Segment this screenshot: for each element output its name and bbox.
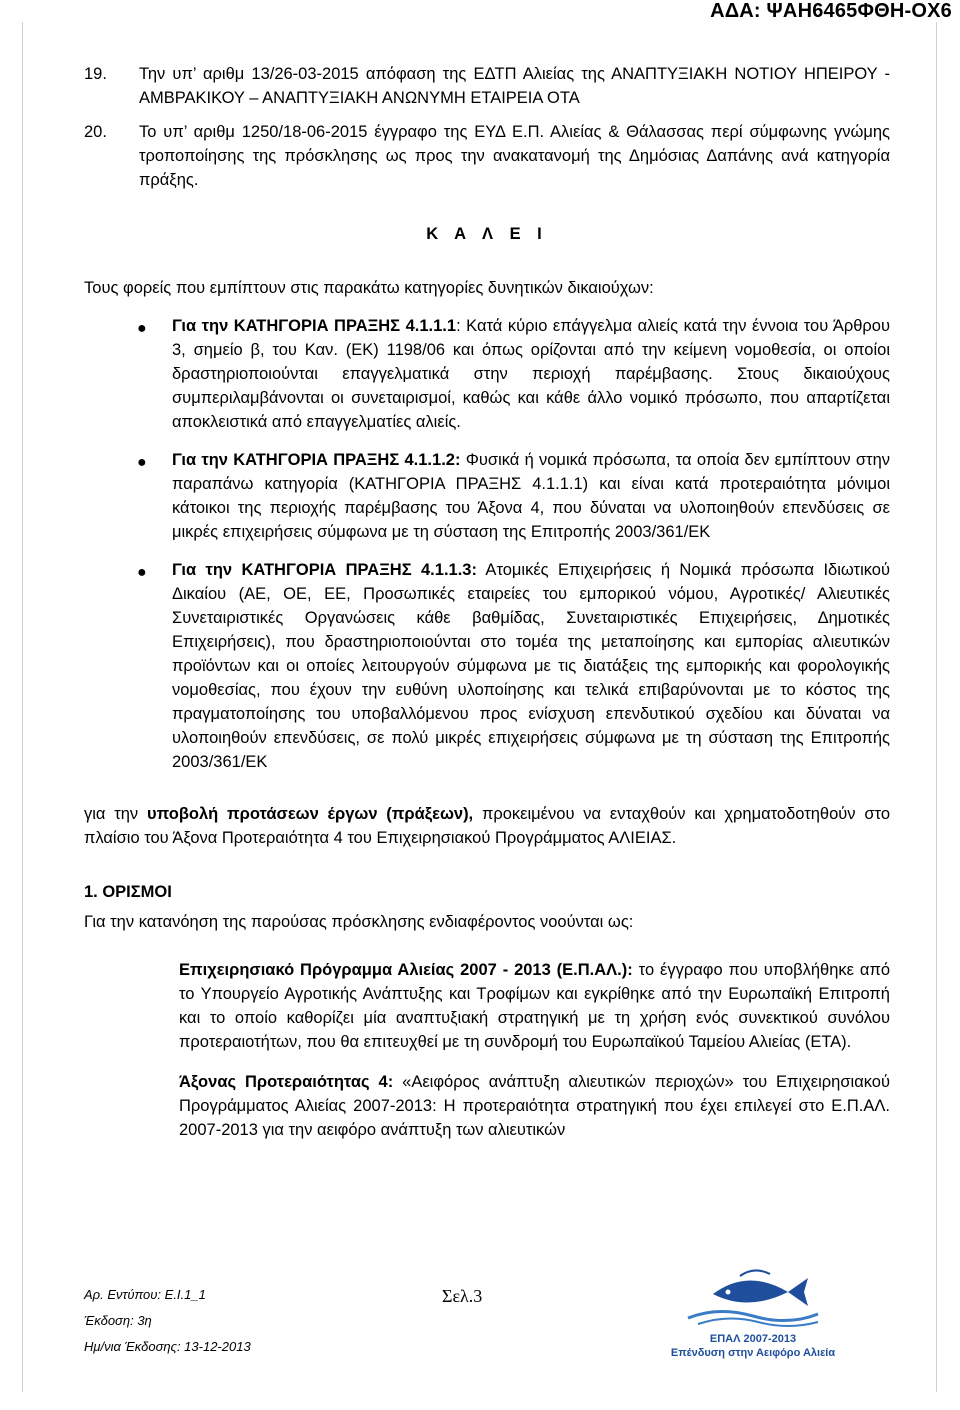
bullet-icon: ● — [137, 454, 147, 471]
fish-icon — [678, 1266, 828, 1332]
category-label: Για την ΚΑΤΗΓΟΡΙΑ ΠΡΑΞΗΣ 4.1.1.3: — [172, 561, 477, 579]
closing-paragraph — [84, 802, 890, 850]
list-item — [84, 120, 890, 192]
item-number: 20. — [84, 123, 107, 141]
item-text: Το υπ’ αριθμ 1250/18-06-2015 έγγραφο της ΕΥΔ Ε.Π. Αλιείας & Θάλασσας περί σύμφωνης γνώμης τροποποίησης της πρόσκλησης ως προς την ανακατανομή της Δημόσιας Δαπάνης ανά κατηγορία πράξης. — [139, 123, 890, 189]
footer-edition: Έκδοση: 3η — [84, 1313, 152, 1328]
bullet-icon: ● — [137, 564, 147, 581]
definition-text: το έγγραφο που υποβλήθηκε από το Υπουργείο Αγροτικής Ανάπτυξης και Τροφίμων και εγκρίθηκε από την Ευρωπαϊκή Επιτροπή και το οποίο καθορίζει μία αναπτυξιακή στρατηγική με τη χρήση ενός συνεκτικού συνόλου προτεραιοτήτων, που θα επιτευχθεί με τη συνδρομή του Ευρωπαϊκού Ταμείου Αλιείας (ΕΤΑ). — [179, 961, 891, 1051]
closing-bold: υποβολή προτάσεων έργων (πράξεων), — [146, 805, 474, 823]
definition-term: Επιχειρησιακό Πρόγραμμα Αλιείας 2007 - 2013 (Ε.Π.ΑΛ.): — [179, 961, 633, 979]
page-number: Σελ.3 — [442, 1286, 483, 1306]
item-text: Την υπ’ αριθμ 13/26-03-2015 απόφαση της ΕΔΤΠ Αλιείας της ΑΝΑΠΤΥΞΙΑΚΗ ΝΟΤΙΟΥ ΗΠΕΙΡΟΥ - ΑΜΒΡΑΚΙΚΟΥ – ΑΝΑΠΤΥΞΙΑΚΗ ΑΝΩΝΥΜΗ ΕΤΑΙΡΕΙΑ ΟΤΑ — [139, 65, 890, 107]
section-intro: Για την κατανόηση της παρούσας πρόσκλησης ενδιαφέροντος νοούνται ως: — [84, 913, 634, 931]
definition-term: Άξονας Προτεραιότητας 4: — [179, 1073, 394, 1091]
category-label: Για την ΚΑΤΗΓΟΡΙΑ ΠΡΑΞΗΣ 4.1.1.1 — [172, 317, 457, 335]
category-item — [84, 448, 890, 544]
logo-title: ΕΠΑΛ 2007-2013 — [709, 1333, 797, 1345]
ada-code: ΑΔΑ: ΨΑΗ6465ΦΘΗ-ΟΧ6 — [710, 0, 952, 22]
category-text: : Κατά κύριο επάγγελμα αλιείς κατά την έννοια του Άρθρου 3, σημείο β, του Καν. (ΕΚ) 1198/06 και όπως ορίζονται από την κείμενη νομοθεσία, οι οποίοι δραστηριοποιούνται επαγγελματικά στην περιοχή παρέμβασης. Στους δικαιούχους συμπεριλαμβάνονται οι συνεταιρισμοί, καθώς και κάθε άλλο νομικό πρόσωπο, που απαρτίζεται αποκλειστικά από επαγγελματίες αλιείς. — [172, 317, 890, 431]
closing-post: προκειμένου να ενταχθούν και χρηματοδοτηθούν στο πλαίσιο του Άξονα Προτεραιότητα 4 του Επιχειρησιακού Προγράμματος ΑΛΙΕΙΑΣ. — [84, 805, 890, 847]
footer-meta — [84, 1282, 251, 1360]
footer-date: Ημ/νια Έκδοσης: 13-12-2013 — [84, 1339, 251, 1354]
closing-pre: για την — [84, 805, 147, 823]
category-text: Ατομικές Επιχειρήσεις ή Νομικά πρόσωπα Ιδιωτικού Δικαίου (ΑΕ, ΟΕ, ΕΕ, Προσωπικές εταιρείες του εμπορικού νόμου, Αγροτικές/ Αλιευτικές Συνεταιριστικές Οργανώσεις κάθε βαθμίδας, Συνεταιριστικές Επιχειρήσεις, Δημοτικές Επιχειρήσεις), που δραστηριοποιούνται στο τομέα της μεταποίησης και εμπορίας αλιευτικών προϊόντων και οι οποίες λειτουργούν σύμφωνα με τις διατάξεις της εμπορικής και φορολογικής νομοθεσίας, που έχουν την ευθύνη υλοποίησης και τελικά επιβαρύνονται με το κόστος της πραγματοποίησης του υποβαλλόμενου προς ενίσχυση επενδυτικού σχεδίου και δύναται να υλοποιηθούν επενδύσεις, σε πολύ μικρές επιχειρήσεις σύμφωνα με τη σύσταση της Επιτροπής 2003/361/ΕΚ — [172, 561, 890, 771]
intro-text: Τους φορείς που εμπίπτουν στις παρακάτω κατηγορίες δυνητικών δικαιούχων: — [84, 279, 654, 297]
definition-text: «Αειφόρος ανάπτυξη αλιευτικών περιοχών» του Επιχειρησιακού Προγράμματος Αλιείας 2007-2013: Η προτεραιότητα στρατηγική που έχει επιλεγεί στο Ε.Π.ΑΛ. 2007-2013 για την αειφόρο ανάπτυξη των αλιευτικών — [179, 1073, 890, 1139]
section-heading: 1. ΟΡΙΣΜΟΙ — [84, 883, 172, 901]
category-item — [84, 314, 890, 434]
footer-reg-no: Αρ. Εντύπου: Ε.Ι.1_1 — [84, 1287, 206, 1302]
list-item — [84, 62, 890, 110]
category-text: Φυσικά ή νομικά πρόσωπα, τα οποία δεν εμπίπτουν στην παραπάνω κατηγορία (ΚΑΤΗΓΟΡΙΑ ΠΡΑΞΗΣ 4.1.1.1) και είναι κατά προτεραιότητα μόνιμοι κάτοικοι της περιοχής παρέμβασης του Άξονα 4, που δύναται να υλοποιηθούν επενδύσεις σε μικρές επιχειρήσεις σύμφωνα με τη σύσταση της Επιτροπής 2003/361/ΕΚ — [172, 451, 890, 541]
document-body — [84, 62, 890, 1142]
category-label: Για την ΚΑΤΗΓΟΡΙΑ ΠΡΑΞΗΣ 4.1.1.2: — [172, 451, 461, 469]
logo-subtitle: Επένδυση στην Αειφόρο Αλιεία — [670, 1347, 836, 1359]
item-number: 19. — [84, 65, 107, 83]
kalei-heading: Κ Α Λ Ε Ι — [426, 225, 548, 243]
epal-logo — [658, 1266, 848, 1372]
category-list — [84, 314, 890, 774]
bullet-icon: ● — [137, 320, 147, 337]
category-item — [84, 558, 890, 774]
definition — [84, 1070, 890, 1142]
definition — [84, 958, 890, 1054]
